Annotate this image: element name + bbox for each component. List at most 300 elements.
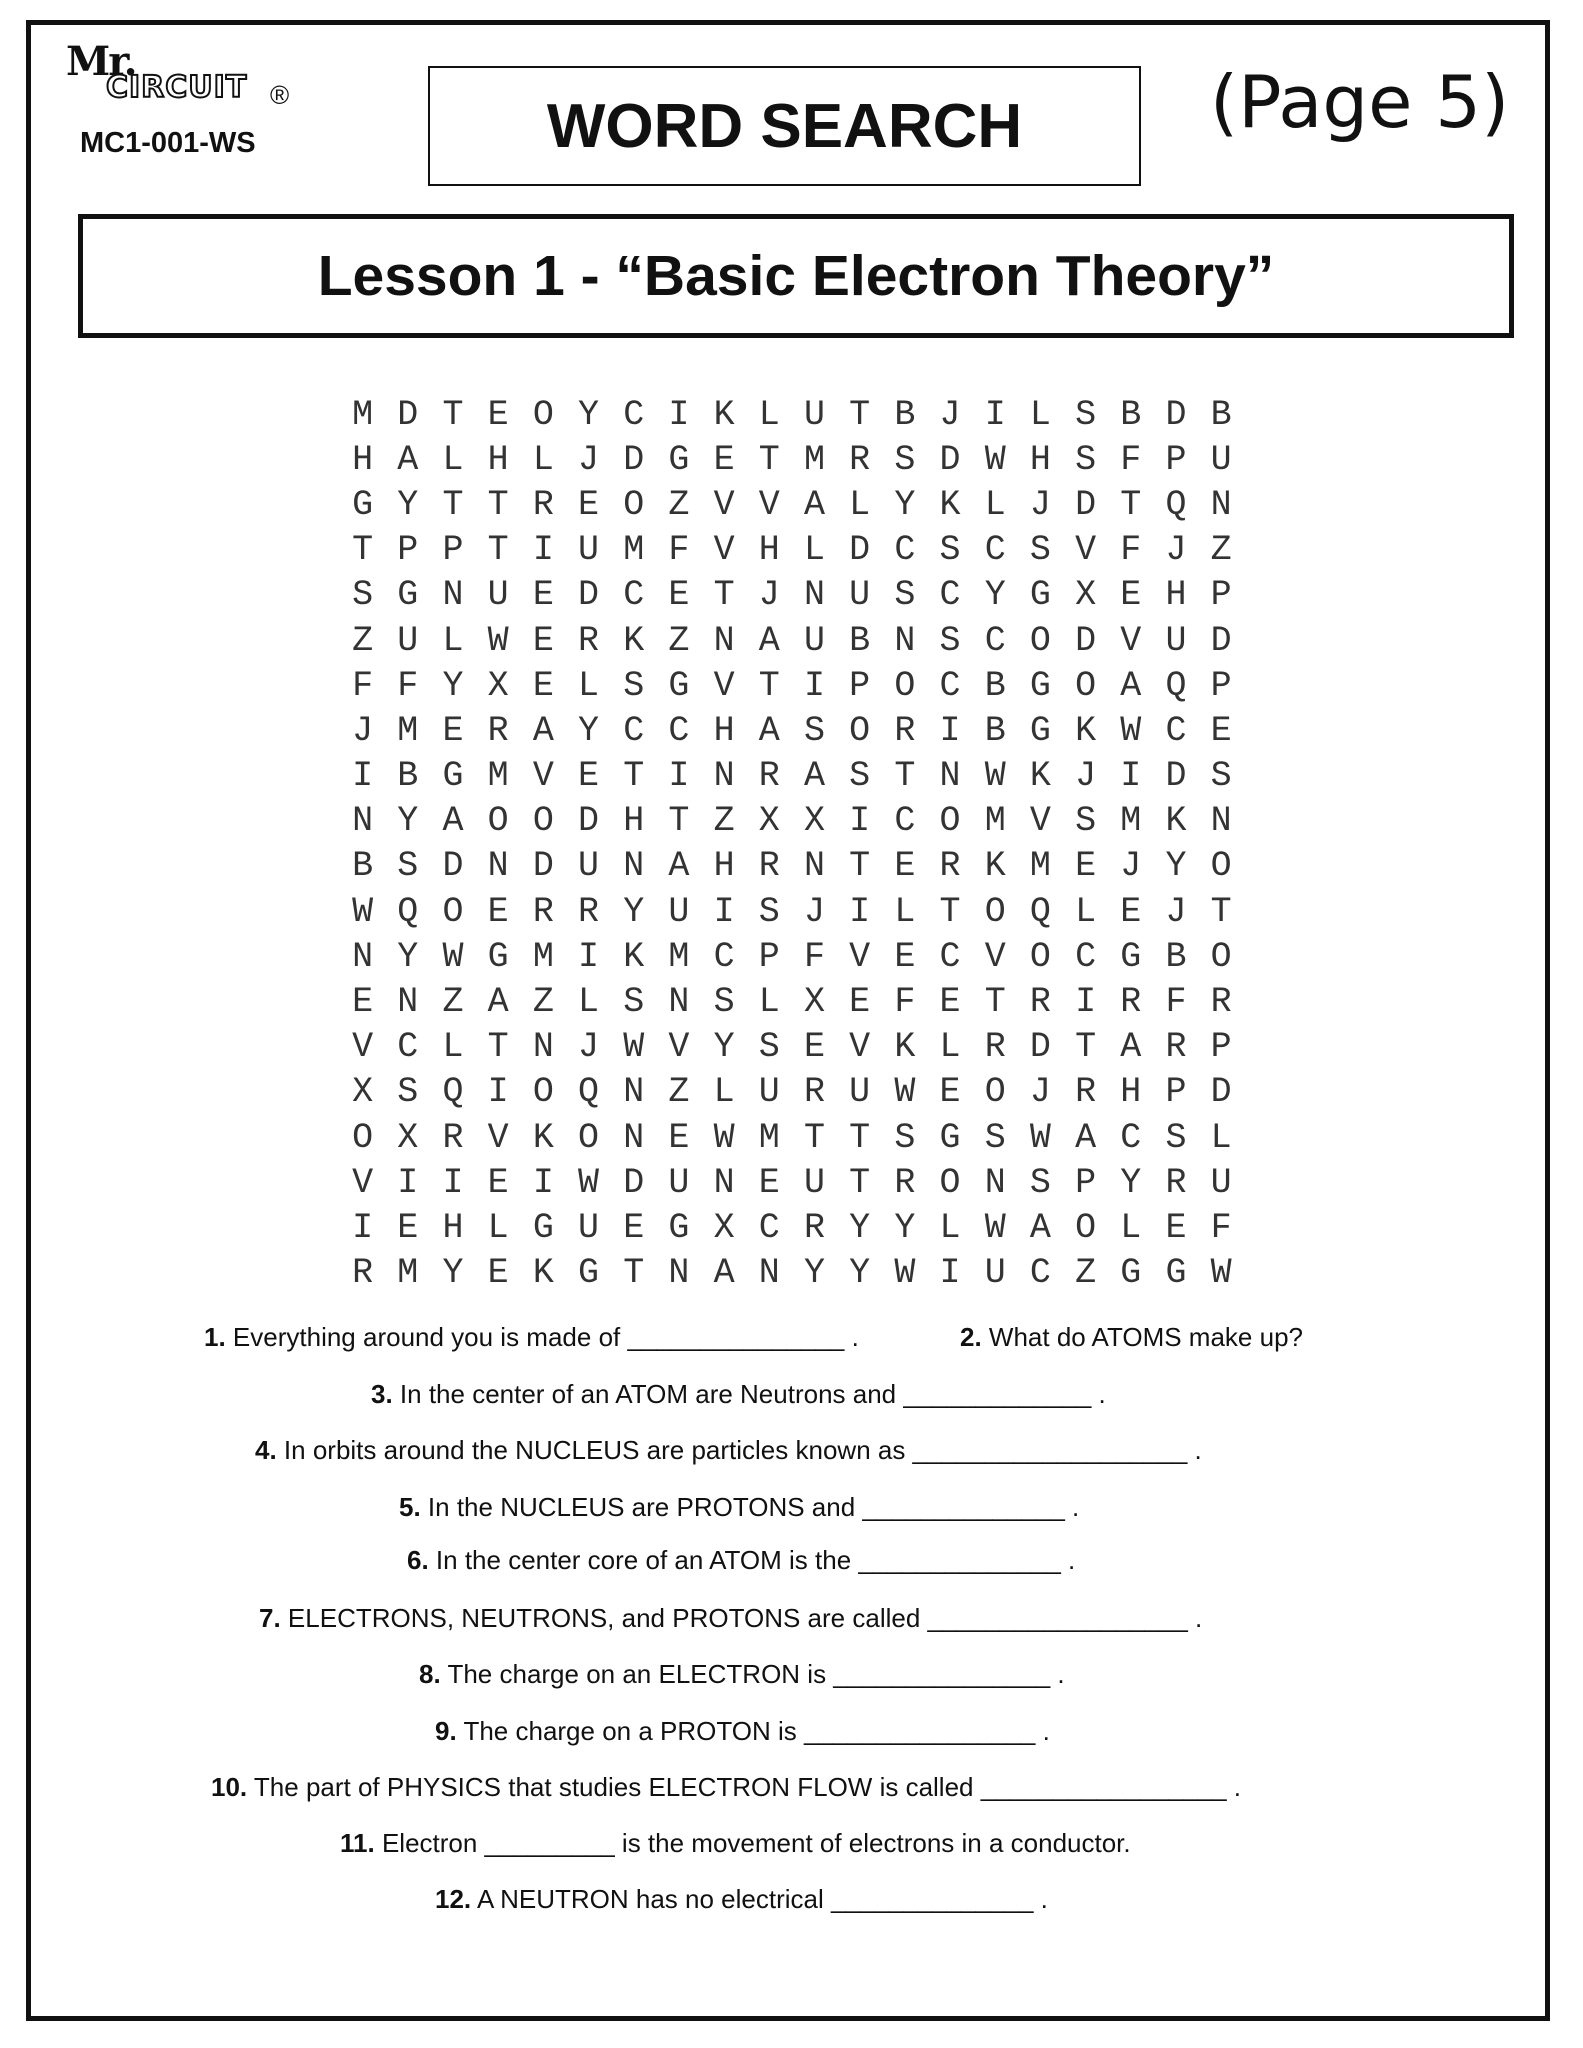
grid-letter: E (668, 575, 690, 616)
grid-letter: M (397, 710, 419, 751)
grid-letter: H (352, 439, 374, 480)
grid-letter: S (894, 575, 916, 616)
grid-letter: A (758, 710, 780, 751)
grid-letter: D (1075, 620, 1097, 661)
grid-letter: I (1075, 982, 1097, 1023)
grid-letter: N (668, 982, 690, 1023)
grid-letter: L (894, 891, 916, 932)
grid-letter: B (397, 756, 419, 797)
grid-letter: J (578, 439, 600, 480)
grid-row (340, 1070, 1244, 1115)
grid-letter: Z (1075, 1253, 1097, 1294)
grid-letter: L (803, 530, 825, 571)
grid-letter: I (939, 1253, 961, 1294)
grid-letter: Z (1210, 530, 1232, 571)
grid-letter: B (1210, 394, 1232, 435)
grid-letter: A (803, 484, 825, 525)
logo-circuit-text: CIRCUIT (106, 70, 248, 105)
question-text: A NEUTRON has no electrical ______________ . (476, 1884, 1048, 1914)
grid-letter: I (1120, 756, 1142, 797)
grid-letter: G (397, 575, 419, 616)
grid-letter: E (803, 1027, 825, 1068)
grid-letter: E (578, 484, 600, 525)
grid-letter: V (713, 484, 735, 525)
word-search-grid (340, 392, 1244, 1296)
grid-letter: L (442, 620, 464, 661)
grid-letter: Y (1165, 846, 1187, 887)
grid-letter: G (1029, 710, 1051, 751)
grid-letter: U (668, 891, 690, 932)
grid-letter: D (578, 801, 600, 842)
grid-letter: I (352, 756, 374, 797)
grid-row (340, 979, 1244, 1024)
question-number: 3. (371, 1379, 393, 1409)
question-text: ELECTRONS, NEUTRONS, and PROTONS are called __________________ . (287, 1603, 1203, 1633)
grid-row (340, 437, 1244, 482)
grid-letter: O (1210, 846, 1232, 887)
grid-letter: F (397, 665, 419, 706)
logo-mr-text: Mr. (66, 38, 136, 85)
grid-letter: R (1165, 1027, 1187, 1068)
grid-letter: S (623, 982, 645, 1023)
grid-letter: I (849, 801, 871, 842)
grid-letter: R (758, 756, 780, 797)
grid-row (340, 482, 1244, 527)
grid-letter: I (397, 1162, 419, 1203)
grid-letter: R (894, 710, 916, 751)
grid-letter: P (1210, 575, 1232, 616)
grid-letter: T (442, 484, 464, 525)
mr-circuit-logo (66, 36, 306, 116)
grid-letter: Q (397, 891, 419, 932)
grid-row (340, 1025, 1244, 1070)
grid-letter: E (894, 846, 916, 887)
grid-letter: G (668, 1207, 690, 1248)
grid-letter: O (487, 801, 509, 842)
grid-letter: O (849, 710, 871, 751)
grid-letter: E (487, 1162, 509, 1203)
grid-letter: T (1075, 1027, 1097, 1068)
grid-letter: L (578, 665, 600, 706)
grid-row (340, 1160, 1244, 1205)
grid-letter: P (1210, 665, 1232, 706)
question-number: 4. (255, 1435, 277, 1465)
grid-letter: M (397, 1253, 419, 1294)
grid-row (340, 708, 1244, 753)
grid-letter: Y (623, 891, 645, 932)
grid-letter: I (803, 665, 825, 706)
grid-letter: D (849, 530, 871, 571)
grid-letter: K (1075, 710, 1097, 751)
grid-letter: L (442, 1027, 464, 1068)
grid-letter: G (578, 1253, 600, 1294)
grid-letter: W (894, 1253, 916, 1294)
grid-row (340, 392, 1244, 437)
grid-letter: S (1075, 394, 1097, 435)
grid-letter: X (803, 982, 825, 1023)
grid-letter: V (352, 1162, 374, 1203)
grid-letter: N (397, 982, 419, 1023)
grid-letter: C (713, 936, 735, 977)
grid-letter: Z (668, 484, 690, 525)
grid-letter: O (578, 1117, 600, 1158)
grid-letter: T (894, 756, 916, 797)
grid-row (340, 663, 1244, 708)
grid-letter: N (713, 620, 735, 661)
grid-letter: I (532, 1162, 554, 1203)
grid-letter: A (1029, 1207, 1051, 1248)
grid-letter: A (803, 756, 825, 797)
grid-letter: D (1210, 1072, 1232, 1113)
grid-letter: A (758, 620, 780, 661)
grid-letter: R (578, 620, 600, 661)
grid-letter: W (578, 1162, 600, 1203)
grid-letter: C (1075, 936, 1097, 977)
grid-letter: T (487, 1027, 509, 1068)
grid-letter: J (578, 1027, 600, 1068)
grid-letter: U (984, 1253, 1006, 1294)
grid-letter: S (352, 575, 374, 616)
grid-letter: G (1029, 575, 1051, 616)
grid-letter: S (1165, 1117, 1187, 1158)
grid-letter: R (984, 1027, 1006, 1068)
grid-letter: C (939, 936, 961, 977)
grid-letter: Z (668, 1072, 690, 1113)
grid-letter: J (1165, 891, 1187, 932)
question-5 (399, 1492, 1079, 1523)
grid-letter: M (1120, 801, 1142, 842)
grid-letter: T (352, 530, 374, 571)
grid-letter: O (984, 891, 1006, 932)
grid-letter: C (939, 665, 961, 706)
grid-letter: Y (442, 1253, 464, 1294)
grid-letter: J (939, 394, 961, 435)
grid-letter: O (894, 665, 916, 706)
grid-letter: G (668, 439, 690, 480)
grid-letter: I (984, 394, 1006, 435)
grid-letter: S (397, 1072, 419, 1113)
grid-letter: M (803, 439, 825, 480)
question-text: In the center of an ATOM are Neutrons and _____________ . (399, 1379, 1106, 1409)
grid-letter: P (1075, 1162, 1097, 1203)
grid-letter: G (1120, 936, 1142, 977)
grid-letter: V (758, 484, 780, 525)
grid-letter: R (532, 891, 554, 932)
grid-letter: X (1075, 575, 1097, 616)
grid-letter: C (623, 394, 645, 435)
grid-letter: L (1120, 1207, 1142, 1248)
question-number: 7. (259, 1603, 281, 1633)
grid-letter: Y (1120, 1162, 1142, 1203)
grid-letter: Y (397, 801, 419, 842)
grid-letter: J (1120, 846, 1142, 887)
grid-letter: W (984, 1207, 1006, 1248)
grid-letter: Y (713, 1027, 735, 1068)
grid-letter: N (939, 756, 961, 797)
grid-letter: V (713, 665, 735, 706)
grid-letter: C (984, 620, 1006, 661)
grid-letter: V (713, 530, 735, 571)
grid-letter: A (1120, 1027, 1142, 1068)
grid-letter: T (623, 1253, 645, 1294)
grid-letter: O (939, 1162, 961, 1203)
grid-letter: Z (713, 801, 735, 842)
question-text: In orbits around the NUCLEUS are particles known as ___________________ . (283, 1435, 1202, 1465)
grid-letter: Y (803, 1253, 825, 1294)
grid-row (340, 889, 1244, 934)
grid-letter: W (442, 936, 464, 977)
lesson-title: Lesson 1 - “Basic Electron Theory” (78, 214, 1514, 338)
grid-letter: S (939, 530, 961, 571)
grid-letter: H (758, 530, 780, 571)
grid-letter: H (1165, 575, 1187, 616)
grid-row (340, 573, 1244, 618)
grid-letter: L (713, 1072, 735, 1113)
grid-letter: S (713, 982, 735, 1023)
grid-letter: O (623, 484, 645, 525)
grid-letter: G (352, 484, 374, 525)
grid-letter: A (487, 982, 509, 1023)
grid-letter: H (713, 710, 735, 751)
grid-letter: E (532, 575, 554, 616)
grid-letter: R (803, 1207, 825, 1248)
grid-letter: K (623, 620, 645, 661)
question-text: The part of PHYSICS that studies ELECTRON FLOW is called _________________ . (253, 1772, 1241, 1802)
grid-letter: S (623, 665, 645, 706)
question-text: Electron _________ is the movement of electrons in a conductor. (381, 1828, 1131, 1858)
grid-row (340, 754, 1244, 799)
grid-letter: C (1165, 710, 1187, 751)
grid-letter: V (984, 936, 1006, 977)
grid-letter: S (939, 620, 961, 661)
grid-letter: C (668, 710, 690, 751)
grid-letter: G (668, 665, 690, 706)
grid-letter: I (668, 394, 690, 435)
grid-letter: V (668, 1027, 690, 1068)
grid-letter: Y (397, 484, 419, 525)
grid-letter: D (939, 439, 961, 480)
grid-letter: U (758, 1072, 780, 1113)
grid-letter: S (758, 891, 780, 932)
grid-letter: H (1029, 439, 1051, 480)
grid-letter: J (803, 891, 825, 932)
grid-letter: S (397, 846, 419, 887)
grid-letter: O (442, 891, 464, 932)
grid-letter: G (1029, 665, 1051, 706)
grid-letter: W (1029, 1117, 1051, 1158)
grid-letter: D (1165, 394, 1187, 435)
grid-letter: Y (984, 575, 1006, 616)
grid-letter: S (803, 710, 825, 751)
grid-letter: L (1075, 891, 1097, 932)
grid-letter: E (1165, 1207, 1187, 1248)
grid-letter: J (758, 575, 780, 616)
grid-letter: T (803, 1117, 825, 1158)
grid-letter: D (1075, 484, 1097, 525)
grid-letter: E (1075, 846, 1097, 887)
grid-letter: C (1029, 1253, 1051, 1294)
worksheet-title: WORD SEARCH (428, 66, 1141, 186)
question-10 (211, 1772, 1241, 1803)
grid-letter: X (352, 1072, 374, 1113)
grid-letter: U (803, 394, 825, 435)
grid-letter: T (1120, 484, 1142, 525)
grid-letter: T (713, 575, 735, 616)
grid-letter: N (668, 1253, 690, 1294)
grid-letter: E (578, 756, 600, 797)
grid-letter: T (849, 394, 871, 435)
question-number: 9. (435, 1716, 457, 1746)
grid-letter: L (1210, 1117, 1232, 1158)
grid-letter: V (1029, 801, 1051, 842)
grid-letter: U (668, 1162, 690, 1203)
grid-letter: U (1165, 620, 1187, 661)
grid-letter: B (1165, 936, 1187, 977)
grid-letter: P (397, 530, 419, 571)
grid-letter: R (1029, 982, 1051, 1023)
grid-letter: N (758, 1253, 780, 1294)
grid-letter: U (1210, 1162, 1232, 1203)
grid-letter: I (532, 530, 554, 571)
grid-letter: J (1029, 1072, 1051, 1113)
grid-letter: Q (1165, 665, 1187, 706)
grid-letter: T (984, 982, 1006, 1023)
grid-letter: G (1120, 1253, 1142, 1294)
grid-letter: R (1120, 982, 1142, 1023)
grid-letter: A (668, 846, 690, 887)
grid-letter: N (713, 756, 735, 797)
grid-letter: W (1120, 710, 1142, 751)
grid-letter: I (668, 756, 690, 797)
grid-letter: N (1210, 801, 1232, 842)
grid-letter: Z (352, 620, 374, 661)
grid-letter: L (939, 1027, 961, 1068)
grid-letter: R (532, 484, 554, 525)
grid-letter: C (894, 801, 916, 842)
grid-letter: C (758, 1207, 780, 1248)
grid-letter: K (894, 1027, 916, 1068)
grid-letter: E (758, 1162, 780, 1203)
grid-letter: S (758, 1027, 780, 1068)
grid-letter: F (894, 982, 916, 1023)
grid-letter: N (984, 1162, 1006, 1203)
grid-letter: O (984, 1072, 1006, 1113)
question-text: In the NUCLEUS are PROTONS and ______________ . (427, 1492, 1080, 1522)
grid-letter: T (939, 891, 961, 932)
grid-letter: M (1029, 846, 1051, 887)
grid-letter: G (939, 1117, 961, 1158)
grid-letter: Q (1165, 484, 1187, 525)
grid-letter: D (1029, 1027, 1051, 1068)
grid-letter: I (442, 1162, 464, 1203)
grid-letter: L (849, 484, 871, 525)
grid-letter: E (939, 982, 961, 1023)
grid-letter: L (532, 439, 554, 480)
worksheet-code: MC1-001-WS (80, 127, 256, 159)
grid-letter: G (532, 1207, 554, 1248)
grid-letter: I (578, 936, 600, 977)
grid-letter: V (849, 936, 871, 977)
grid-letter: D (578, 575, 600, 616)
grid-letter: N (623, 1072, 645, 1113)
grid-letter: Y (849, 1207, 871, 1248)
grid-letter: U (397, 620, 419, 661)
grid-letter: L (758, 982, 780, 1023)
grid-letter: R (849, 439, 871, 480)
grid-letter: X (803, 801, 825, 842)
grid-letter: J (1075, 756, 1097, 797)
grid-letter: E (894, 936, 916, 977)
grid-letter: B (894, 394, 916, 435)
grid-letter: A (442, 801, 464, 842)
grid-letter: M (487, 756, 509, 797)
grid-letter: L (984, 484, 1006, 525)
question-8 (419, 1659, 1065, 1690)
grid-letter: O (1075, 1207, 1097, 1248)
grid-letter: G (487, 936, 509, 977)
grid-letter: Z (442, 982, 464, 1023)
grid-letter: J (1029, 484, 1051, 525)
grid-letter: O (532, 1072, 554, 1113)
grid-letter: W (984, 439, 1006, 480)
grid-letter: P (1165, 439, 1187, 480)
grid-letter: W (352, 891, 374, 932)
grid-letter: W (1210, 1253, 1232, 1294)
grid-letter: T (758, 665, 780, 706)
grid-letter: T (849, 1162, 871, 1203)
grid-letter: K (1029, 756, 1051, 797)
question-1 (204, 1322, 859, 1353)
grid-letter: Y (578, 394, 600, 435)
grid-letter: P (758, 936, 780, 977)
grid-letter: L (442, 439, 464, 480)
question-number: 8. (419, 1659, 441, 1689)
grid-letter: R (352, 1253, 374, 1294)
grid-letter: I (849, 891, 871, 932)
question-text: Everything around you is made of _______________ . (232, 1322, 859, 1352)
grid-letter: P (442, 530, 464, 571)
grid-letter: F (1210, 1207, 1232, 1248)
grid-letter: V (487, 1117, 509, 1158)
grid-letter: H (487, 439, 509, 480)
grid-letter: K (532, 1253, 554, 1294)
grid-letter: C (939, 575, 961, 616)
grid-letter: Y (442, 665, 464, 706)
grid-letter: I (713, 891, 735, 932)
grid-letter: N (352, 801, 374, 842)
question-number: 12. (435, 1884, 472, 1914)
question-12 (435, 1884, 1048, 1915)
grid-letter: U (578, 530, 600, 571)
question-number: 1. (204, 1322, 226, 1352)
grid-letter: M (758, 1117, 780, 1158)
grid-letter: S (984, 1117, 1006, 1158)
grid-letter: W (713, 1117, 735, 1158)
grid-letter: V (1075, 530, 1097, 571)
grid-letter: K (984, 846, 1006, 887)
grid-row (340, 1205, 1244, 1250)
grid-letter: H (713, 846, 735, 887)
grid-letter: D (623, 1162, 645, 1203)
grid-letter: U (578, 1207, 600, 1248)
grid-row (340, 934, 1244, 979)
grid-letter: X (713, 1207, 735, 1248)
grid-letter: S (894, 1117, 916, 1158)
grid-letter: H (623, 801, 645, 842)
question-7 (259, 1603, 1202, 1634)
grid-letter: K (713, 394, 735, 435)
grid-letter: E (939, 1072, 961, 1113)
